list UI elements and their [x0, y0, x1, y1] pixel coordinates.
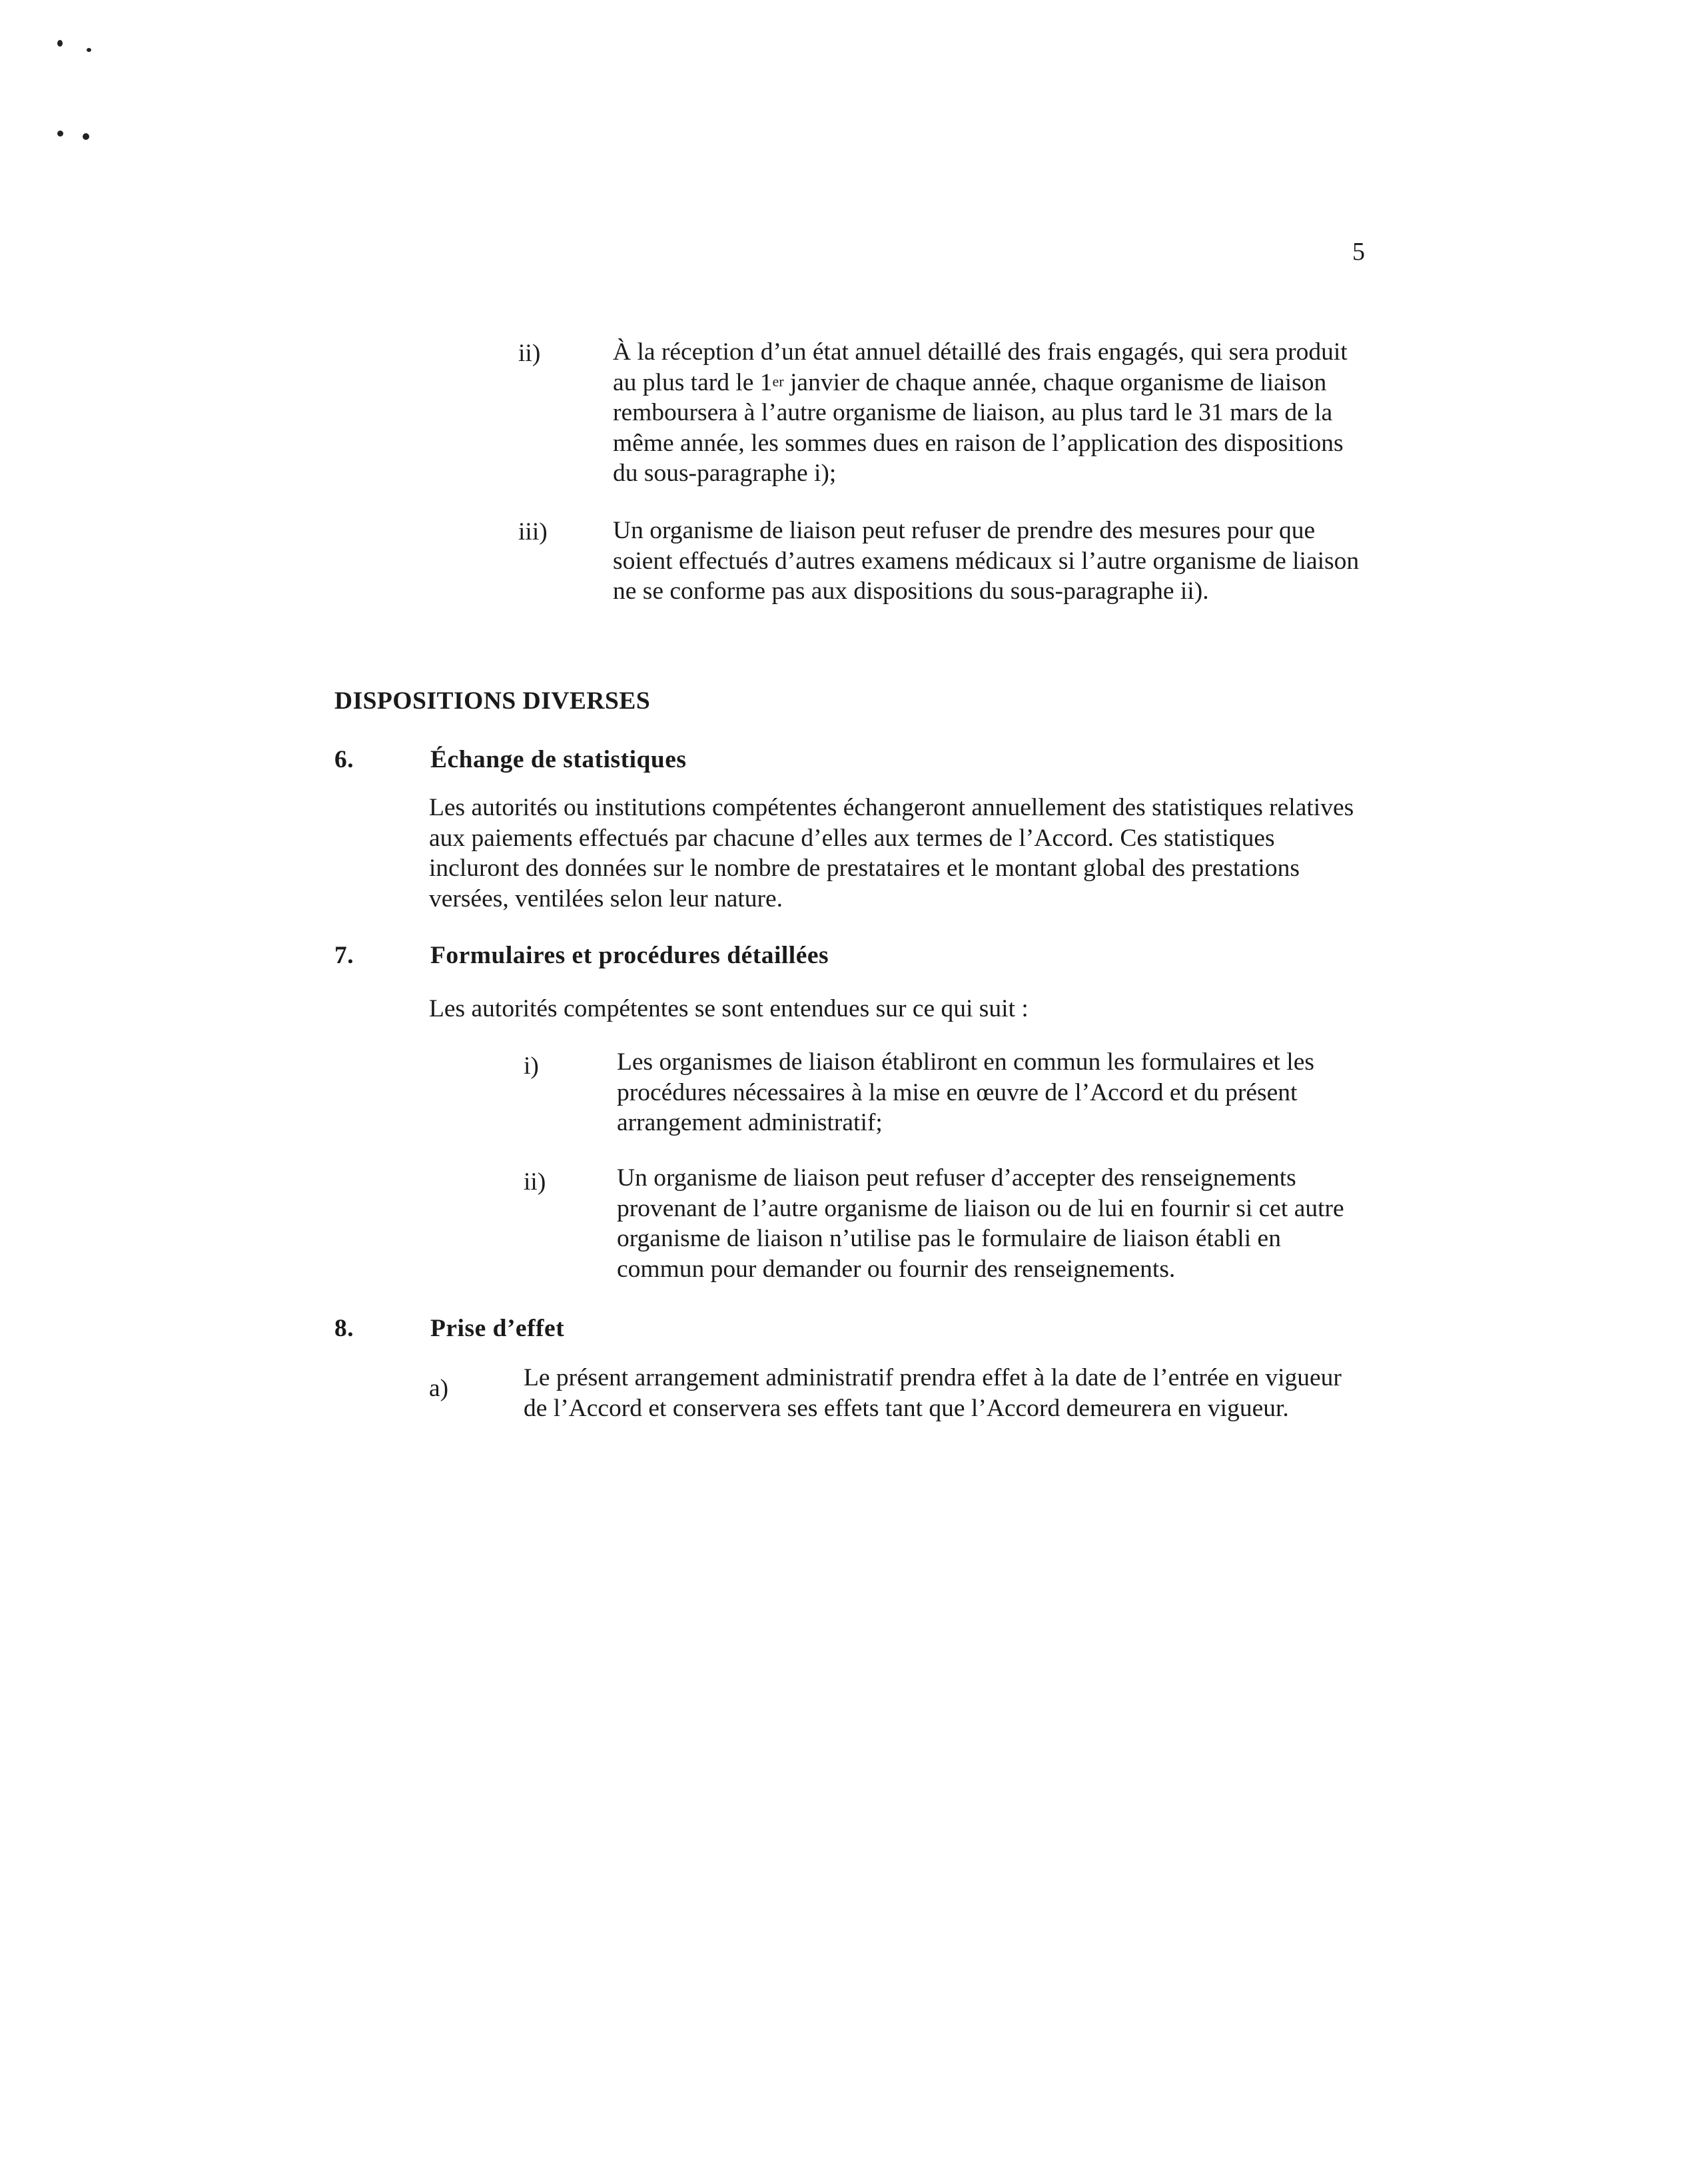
list-marker: ii): [524, 1168, 546, 1196]
section-title: Formulaires et procédures détaillées: [430, 942, 829, 969]
section-body: Les autorités ou institutions compétentes échangeront annuellement des statistiques relatives aux paiements effectués par chacune d’elles aux termes de l’Accord. Ces statistiques incluront des données sur le nombre de prestataires et le montant global des prestations versées, ventilées selon leur nature.: [429, 794, 1354, 912]
list-item-text: Un organisme de liaison peut refuser de prendre des mesures pour que soient effectués d’autres examens médicaux si l’autre organisme de liaison ne se conforme pas aux dispositions du sous-paragraphe ii).: [613, 517, 1360, 605]
scan-speck: [57, 131, 63, 137]
scan-speck: [83, 133, 89, 140]
list-item-text: Le présent arrangement administratif prendra effet à la date de l’entrée en vigueur de l’Accord et conservera ses effets tant que l’Accord demeurera en vigueur.: [524, 1364, 1342, 1422]
list-marker: ii): [518, 340, 541, 367]
scan-speck: [87, 48, 91, 52]
section-title: Échange de statistiques: [430, 746, 687, 773]
section-number: 8.: [334, 1315, 354, 1342]
section-number: 7.: [334, 942, 354, 969]
section-number: 6.: [334, 746, 354, 773]
list-marker: iii): [518, 518, 548, 546]
section-intro: Les autorités compétentes se sont entendues sur ce qui suit :: [429, 995, 1029, 1022]
page-number: 5: [1352, 238, 1365, 266]
superscript: er: [772, 372, 784, 390]
section-title: Prise d’effet: [430, 1315, 565, 1342]
list-item-text: Un organisme de liaison peut refuser d’accepter des renseignements provenant de l’autre organisme de liaison ou de lui en fournir si cet autre organisme de liaison n’utilise pas le formulaire de liaison établi en commun pour demander ou fournir des renseignements.: [617, 1164, 1344, 1283]
list-marker: i): [524, 1052, 539, 1080]
scan-speck: [57, 40, 63, 47]
list-item-text: À la réception d’un état annuel détaillé des frais engagés, qui sera produit au plus tard le 1er janvier de chaque année, chaque organisme de liaison remboursera à l’autre organisme de liaison, au plus tard le 31 mars de la même année, les sommes dues en raison de l’application des dispositions du sous-paragraphe i);: [613, 338, 1348, 487]
part-heading: DISPOSITIONS DIVERSES: [334, 687, 651, 715]
list-item-text: Les organismes de liaison établiront en commun les formulaires et les procédures nécessaires à la mise en œuvre de l’Accord et du présent arrangement administratif;: [617, 1048, 1314, 1136]
list-marker: a): [429, 1375, 449, 1402]
